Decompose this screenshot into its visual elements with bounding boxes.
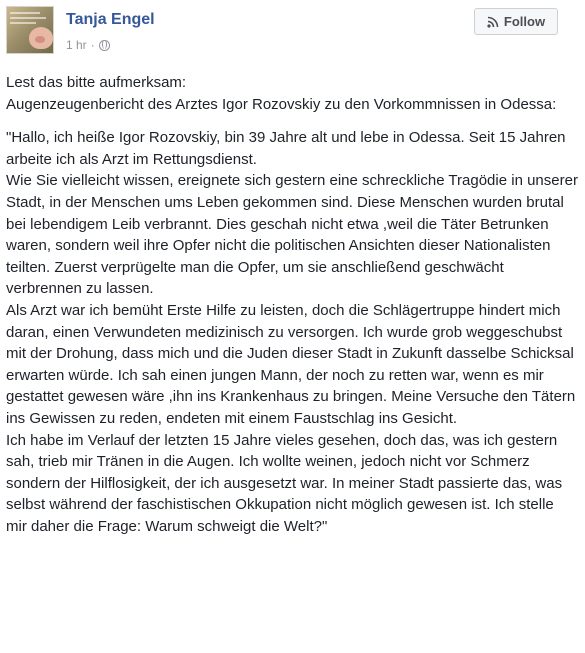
post-quote-paragraph-3: Als Arzt war ich bemüht Erste Hilfe zu leisten, doch die Schlägertruppe hindert mich daran, einen Verwundeten medizinisch zu versorgen. Ich wurde grob weggeschubst mit der Drohung, dass mich und die Juden dieser Stadt in Zukunft dasselbe Schicksal erwarten würde. Ich sah einen jungen Mann, der noch zu retten war, wenn es mir gestattet gewesen wäre ,ihn ins Krankenhaus zu bringen. Meine Versuche den Tätern ins Gewissen zu reden, endeten mit einem Faustschlag ins Gesicht. [6,301,576,427]
avatar-decoration [10,12,40,14]
post-intro-line-2: Augenzeugenbericht des Arztes Igor Rozovskiy zu den Vorkommnissen in Odessa: [6,95,557,113]
meta-separator: · [90,38,95,52]
follow-button[interactable] [474,8,558,35]
avatar-decoration [10,17,46,19]
follow-button-label: Follow [503,14,546,29]
post-intro-line-1: Lest das bitte aufmerksam: [6,74,187,91]
post-quote-paragraph-2: Wie Sie vielleicht wissen, ereignete sich gestern eine schreckliche Tragödie in unserer Stadt, in der Menschen ums Leben gekommen sind. Diese Menschen wurden brutal bei lebendigem Leib verbrannt. Dies geschah nicht etwa ,weil die Täter Betrunken waren, sondern weil ihre Opfer nicht die politischen Ansichten dieser Nationalisten teilten. Zuerst verprügelte man die Opfer, um sie anschließend geschwächt verbrennen zu lassen. [6,172,578,298]
pig-image [29,27,53,49]
post-quote-paragraph-4: Ich habe im Verlauf der letzten 15 Jahre vieles gesehen, doch das, was ich gestern sah, trieb mir Tränen in die Augen. Ich wollte weinen, jedoch nicht vor Schmerz sondern der Hilflosigkeit, der ich ausgesetzt war. In meiner Stadt passierte das, was selbst während der faschistischen Okkupation nicht möglich gewesen ist. Ich stelle mir daher die Frage: Warum schweigt die Welt?" [6,431,563,535]
globe-icon[interactable] [99,40,110,51]
post-quote-paragraph-1: "Hallo, ich heiße Igor Rozovskiy, bin 39 Jahre alt und lebe in Odessa. Seit 15 Jahren arbeite ich als Arzt im Rettungsdienst. [6,129,566,168]
post-timestamp[interactable]: 1 hr [66,38,87,52]
post-body [6,72,578,537]
post-meta [66,38,110,52]
avatar-decoration [10,22,36,24]
author-avatar[interactable] [6,6,54,54]
rss-icon [487,16,499,28]
author-name-link[interactable]: Tanja Engel [66,11,155,28]
